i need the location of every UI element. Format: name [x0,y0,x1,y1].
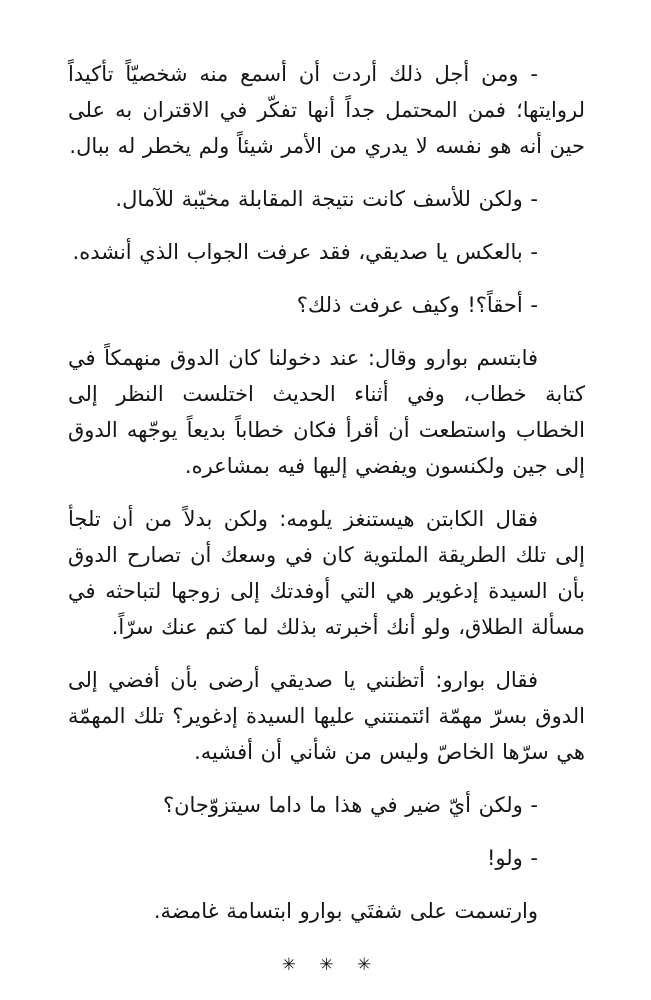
asterisk-section-separator: ✳ ✳ ✳ [281,955,372,975]
dialogue-paragraph: - بالعكس يا صديقي، فقد عرفت الجواب الذي أنشده. [72,240,538,264]
dialogue-paragraph: - ومن أجل ذلك أردت أن أسمع منه شخصيّاً تأكيداً لروايتها؛ فمن المحتمل جداً أنها تفكّر في الاقتران به على حين أنه هو نفسه لا يدري من الأمر شيئاً ولم يخطر له ببال. [68,62,585,158]
dialogue-paragraph: - ولو! [486,846,538,870]
narration-paragraph: فقال بوارو: أتظنني يا صديقي أرضى بأن أفضي إلى الدوق بسرّ مهمّة ائتمنتني عليها السيدة إدغوير؟ تلك المهمّة هي سرّها الخاصّ وليس من شأني أن أفشيه. [68,668,585,764]
dialogue-paragraph: - أحقاً؟! وكيف عرفت ذلك؟ [296,293,538,317]
narration-paragraph: فابتسم بوارو وقال: عند دخولنا كان الدوق منهمكاً في كتابة خطاب، وفي أثناء الحديث اختلست النظر إلى الخطاب واستطعت أن أقرأ فكان خطاباً بديعاً يوجّهه الدوق إلى جين ولكنسون ويفضي إليها فيه بمشاعره. [68,346,585,478]
dialogue-paragraph: - ولكن للأسف كانت نتيجة المقابلة مخيّبة للآمال. [115,187,538,211]
dialogue-paragraph: - ولكن أيّ ضير في هذا ما داما سيتزوّجان؟ [162,793,538,817]
narration-paragraph: وارتسمت على شفتَي بوارو ابتسامة غامضة. [153,899,538,923]
narration-paragraph: فقال الكابتن هيستنغز يلومه: ولكن بدلاً من أن تلجأ إلى تلك الطريقة الملتوية كان في وسعك أن تصارح الدوق بأن السيدة إدغوير هي التي أوفدتك إلى زوجها لتباحثه في مسألة الطلاق، ولو أنك أخبرته بذلك لما كتم عنك سرّاً. [68,507,585,639]
